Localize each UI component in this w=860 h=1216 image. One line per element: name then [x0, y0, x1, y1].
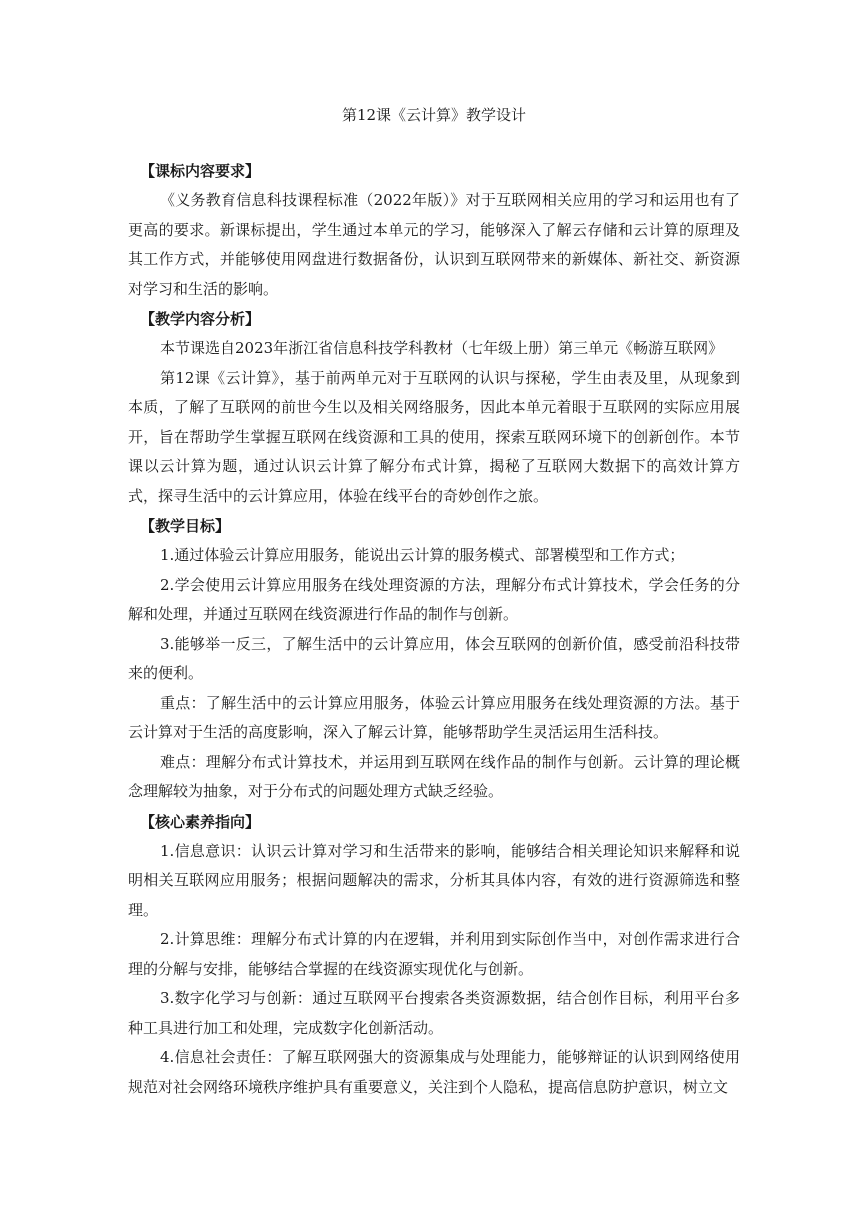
section-core-literacy: [128, 807, 740, 1103]
section-content-analysis: [128, 304, 740, 511]
paragraph: 2.学会使用云计算应用服务在线处理资源的方法，理解分布式计算技术，学会任务的分解和处理，并通过互联网在线资源进行作品的制作与创新。: [128, 575, 740, 623]
paragraph: 3.数字化学习与创新：通过互联网平台搜索各类资源数据，结合创作目标，利用平台多种工具进行加工和处理，完成数字化创新活动。: [128, 989, 740, 1037]
section-heading: 【课标内容要求】: [140, 162, 261, 180]
section-heading: 【核心素养指向】: [140, 812, 261, 831]
paragraph: 《义务教育信息科技课程标准（2022年版）》对于互联网相关应用的学习和运用也有了更高的要求。新课标提出，学生通过本单元的学习，能够深入了解云存储和云计算的原理及其工作方式，并能够使用网盘进行数据备份，认识到互联网带来的新媒体、新社交、新资源对学习和生活的影响。: [128, 191, 740, 298]
paragraph: 4.信息社会责任：了解互联网强大的资源集成与处理能力，能够辩证的认识到网络使用规范对社会网络环境秩序维护具有重要意义，关注到个人隐私，提高信息防护意识，树立文: [128, 1048, 740, 1096]
paragraph: 重点：了解生活中的云计算应用服务，体验云计算应用服务在线处理资源的方法。基于云计算对于生活的高度影响，深入了解云计算，能够帮助学生灵活运用生活科技。: [128, 693, 740, 741]
paragraph: 本节课选自2023年浙江省信息科技学科教材（七年级上册）第三单元《畅游互联网》: [160, 339, 724, 357]
section-teaching-goals: [128, 511, 740, 807]
section-heading: 【教学目标】: [140, 517, 231, 535]
paragraph: 3.能够举一反三，了解生活中的云计算应用，体会互联网的创新价值，感受前沿科技带来的便利。: [128, 634, 740, 682]
paragraph: 1.信息意识：认识云计算对学习和生活带来的影响，能够结合相关理论知识来解释和说明相关互联网应用服务；根据问题解决的需求，分析其具体内容，有效的进行资源筛选和整理。: [128, 841, 740, 919]
document-title: 第12课《云计算》教学设计: [341, 106, 527, 124]
paragraph: 2.计算思维：理解分布式计算的内在逻辑，并利用到实际创作当中，对创作需求进行合理的分解与安排，能够结合掌握的在线资源实现优化与创新。: [128, 930, 740, 978]
paragraph: 难点：理解分布式计算技术，并运用到互联网在线作品的制作与创新。云计算的理论概念理解较为抽象，对于分布式的问题处理方式缺乏经验。: [128, 752, 740, 800]
paragraph: 1.通过体验云计算应用服务，能说出云计算的服务模式、部署模型和工作方式；: [160, 546, 685, 564]
paragraph: 第12课《云计算》，基于前两单元对于互联网的认识与探秘，学生由表及里，从现象到本质，了解了互联网的前世今生以及相关网络服务，因此本单元着眼于互联网的实际应用展开，旨在帮助学生掌握互联网在线资源和工具的使用，探索互联网环境下的创新创作。本节课以云计算为题，通过认识云计算了解分布式计算，揭秘了互联网大数据下的高效计算方式，探寻生活中的云计算应用，体验在线平台的奇妙创作之旅。: [128, 368, 740, 505]
section-curriculum-requirements: [128, 156, 740, 304]
section-heading: 【教学内容分析】: [140, 310, 261, 328]
